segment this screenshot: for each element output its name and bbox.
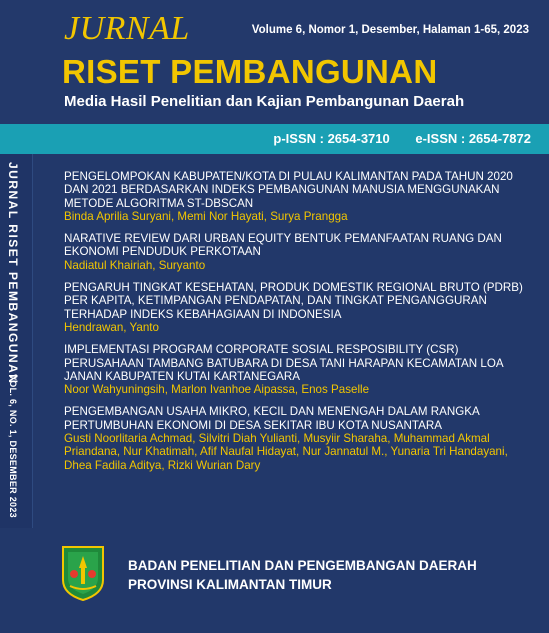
p-issn: p-ISSN : 2654-3710 [273, 131, 390, 146]
journal-title: RISET PEMBANGUNAN [62, 53, 438, 90]
provincial-emblem-icon [60, 544, 106, 602]
article-item [64, 281, 534, 334]
cover-header [0, 0, 549, 124]
article-authors: Hendrawan, Yanto [64, 320, 159, 334]
article-title: IMPLEMENTASI PROGRAM CORPORATE SOSIAL RESPOSIBILITY (CSR) PERUSAHAAN TAMBANG BATUBARA DI DESA TANI HARAPAN KECAMATAN LOA JANAN KABUPATEN KUTAI KARTANEGARA [64, 343, 503, 383]
article-authors: Binda Aprilia Suryani, Memi Nor Hayati, Surya Prangga [64, 209, 348, 223]
article-authors: Noor Wahyuningsih, Marlon Ivanhoe Aipassa, Enos Paselle [64, 383, 370, 397]
article-title: PENGEMBANGAN USAHA MIKRO, KECIL DAN MENENGAH DALAM RANGKA PERTUMBUHAN EKONOMI DI DESA SEKITAR IBU KOTA NUSANTARA [64, 405, 480, 432]
article-item [64, 232, 534, 272]
article-list [64, 170, 534, 481]
agency-line-1: BADAN PENELITIAN DAN PENGEMBANGAN DAERAH [128, 558, 477, 573]
article-item [64, 405, 534, 471]
article-item [64, 343, 534, 396]
spine-title: JURNAL RISET PEMBANGUNAN [6, 162, 20, 385]
journal-subtitle: Media Hasil Penelitian dan Kajian Pembangunan Daerah [64, 93, 465, 110]
issn-bar [0, 124, 549, 154]
journal-word: JURNAL [64, 10, 190, 47]
spine-volume: VOL. 6, NO. 1, DESEMBER 2023 [8, 374, 18, 518]
agency-line-2: PROVINSI KALIMANTAN TIMUR [128, 577, 332, 592]
article-title: PENGELOMPOKAN KABUPATEN/KOTA DI PULAU KALIMANTAN PADA TAHUN 2020 DAN 2021 BERDASARKAN INDEKS PEMBANGUNAN MANUSIA MENGGUNAKAN METODE ALGORITMA ST-DBSCAN [64, 170, 513, 210]
article-item [64, 170, 534, 223]
agency-name [128, 556, 477, 594]
article-authors: Nadiatul Khairiah, Suryanto [64, 258, 206, 272]
volume-info: Volume 6, Nomor 1, Desember, Halaman 1-65, 2023 [251, 24, 529, 36]
article-title: PENGARUH TINGKAT KESEHATAN, PRODUK DOMESTIK REGIONAL BRUTO (PDRB) PER KAPITA, KETIMPANGAN PENDAPATAN, DAN TINGKAT PENGANGGURAN TERHADAP INDEKS KEBAHAGIAAN DI INDONESIA [64, 281, 523, 321]
issn-numbers [251, 131, 531, 146]
article-title: NARATIVE REVIEW DARI URBAN EQUITY BENTUK PEMANFAATAN RUANG DAN EKONOMI PENDUDUK PERKOTAAN [64, 232, 502, 259]
e-issn: e-ISSN : 2654-7872 [415, 131, 531, 146]
article-authors: Gusti Noorlitaria Achmad, Silvitri Diah Yulianti, Musyiir Sharaha, Muhammad Akmal Priandana, Nur Khatimah, Afif Naufal Hidayat, Nur Jannatul M., Yunaria Tri Handayani, Dhea Fadila Aditya, Rizki Wurian Dary [64, 432, 508, 472]
